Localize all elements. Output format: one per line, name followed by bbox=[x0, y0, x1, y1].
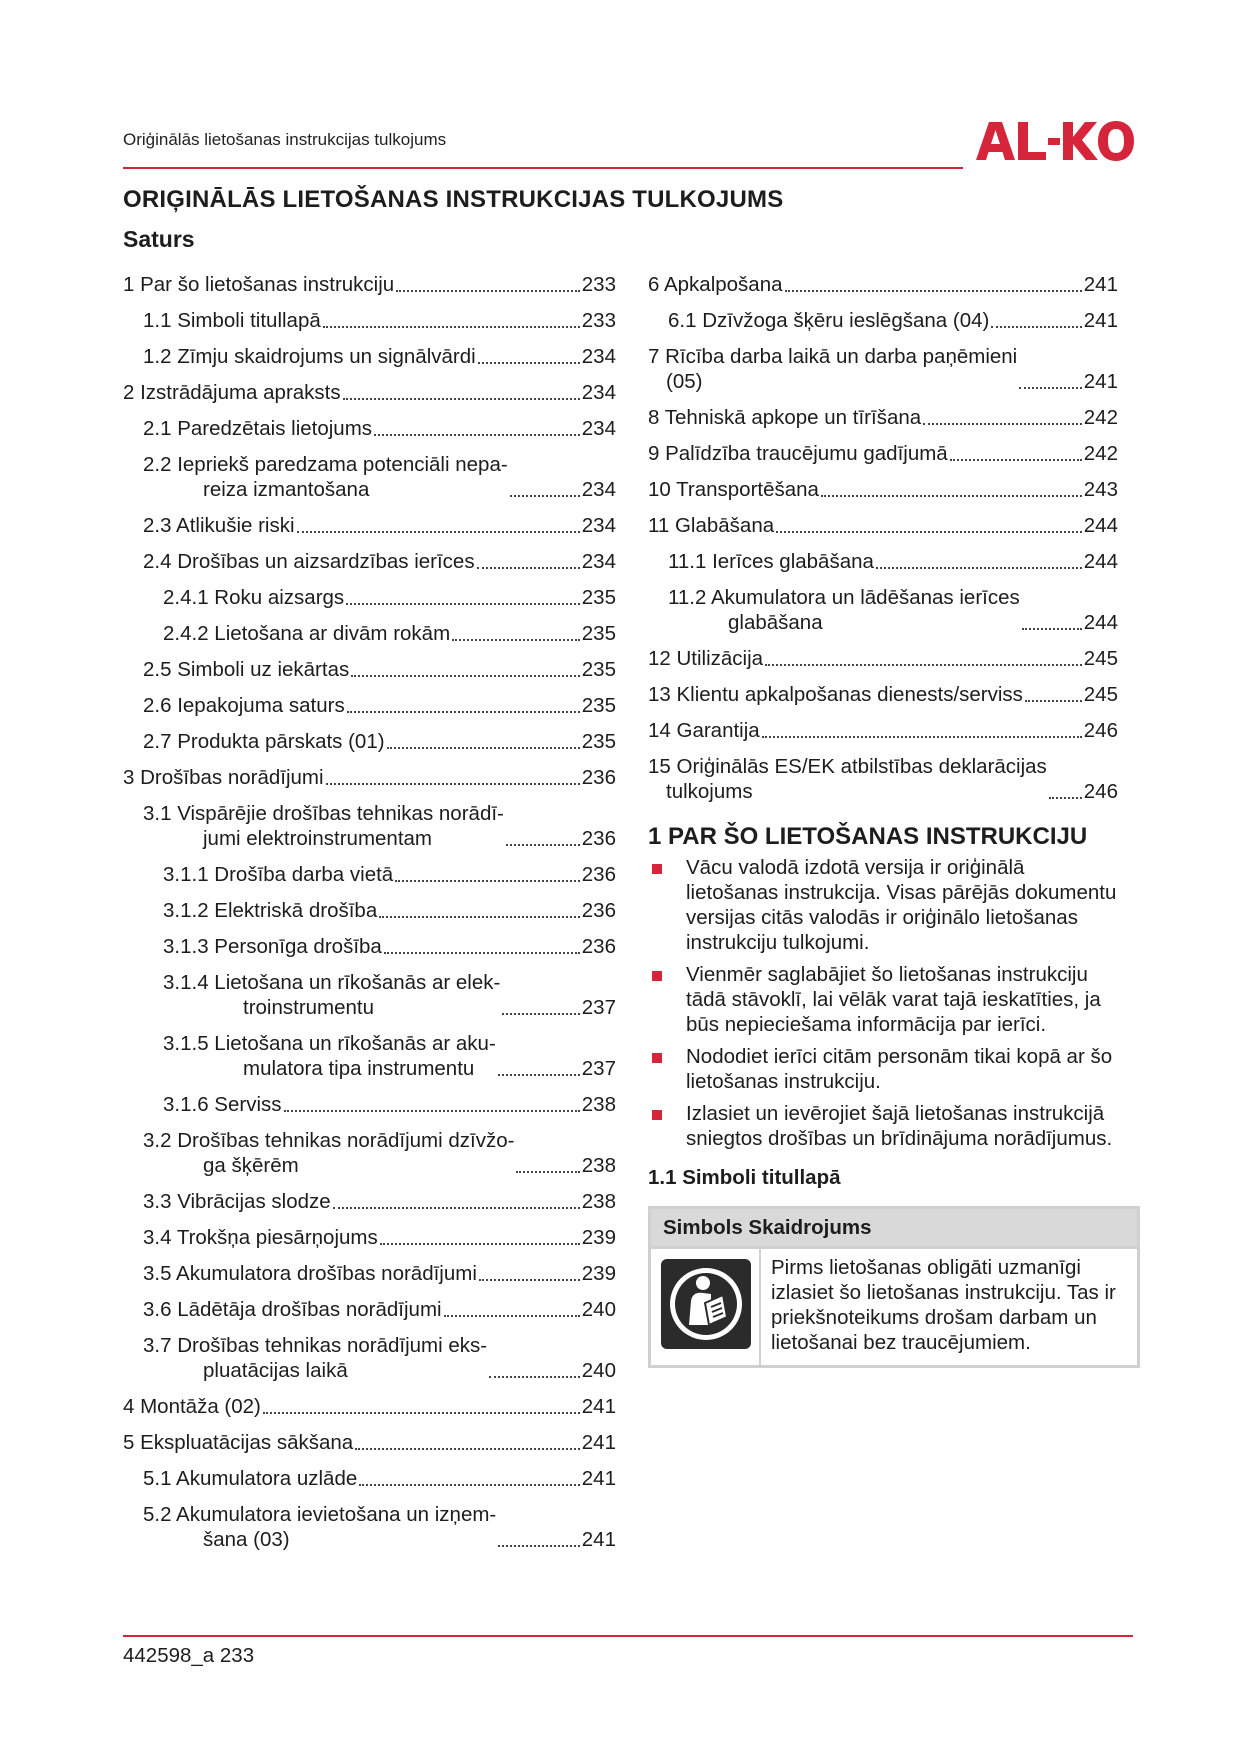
toc-entry-label: 11.2 Akumulatora un lādēšanas ierīces bbox=[668, 586, 1020, 609]
toc-page-number: 236 bbox=[581, 935, 616, 958]
toc-leader-dots bbox=[516, 1171, 579, 1173]
toc-entry-label: glabāšana bbox=[728, 611, 823, 634]
toc-leader-dots bbox=[347, 711, 580, 713]
toc-entry bbox=[123, 657, 616, 682]
toc-entry-label: 6.1 Dzīvžoga šķēru ieslēgšana (04) bbox=[668, 309, 990, 332]
toc-entry bbox=[648, 549, 1118, 574]
toc-page-number: 237 bbox=[581, 1057, 616, 1080]
toc-entry bbox=[648, 344, 1118, 394]
read-manual-icon bbox=[661, 1259, 751, 1349]
bullet-item: Nododiet ierīci citām personām tikai kopā ar šo lietošanas instrukciju. bbox=[648, 1044, 1118, 1094]
toc-entry bbox=[648, 585, 1118, 635]
toc-entry-label: 15 Oriģinālās ES/EK atbilstības deklarācijas bbox=[648, 755, 1047, 778]
toc-entry-label: reiza izmantošana bbox=[203, 478, 370, 501]
toc-page-number: 241 bbox=[581, 1395, 616, 1418]
toc-entry-label: 2 Izstrādājuma apraksts bbox=[123, 381, 341, 404]
toc-page-number: 241 bbox=[581, 1528, 616, 1551]
toc-entry-label: 9 Palīdzība traucējumu gadījumā bbox=[648, 442, 948, 465]
toc-leader-dots bbox=[323, 326, 580, 328]
toc-page-number: 244 bbox=[1083, 611, 1118, 634]
toc-entry-label: 2.4.1 Roku aizsargs bbox=[163, 586, 345, 609]
toc-page-number: 242 bbox=[1083, 406, 1118, 429]
toc-entry-label: 11.1 Ierīces glabāšana bbox=[668, 550, 874, 573]
bullet-square-icon bbox=[652, 1110, 662, 1120]
toc-page-number: 240 bbox=[581, 1298, 616, 1321]
toc-entry bbox=[123, 344, 616, 369]
toc-entry-label: (05) bbox=[666, 370, 703, 393]
toc-page-number: 245 bbox=[1083, 647, 1118, 670]
toc-left-column bbox=[123, 268, 616, 1563]
toc-leader-dots bbox=[355, 1448, 580, 1450]
toc-leader-dots bbox=[297, 531, 580, 533]
toc-entry bbox=[123, 1261, 616, 1286]
toc-leader-dots bbox=[510, 495, 580, 497]
toc-entry bbox=[123, 549, 616, 574]
toc-entry bbox=[123, 693, 616, 718]
toc-entry-label: 10 Transportēšana bbox=[648, 478, 819, 501]
toc-leader-dots bbox=[502, 1013, 579, 1015]
toc-leader-dots bbox=[346, 603, 580, 605]
bullet-item: Izlasiet un ievērojiet šajā lietošanas instrukcijā sniegtos drošības un brīdinājuma norādījumus. bbox=[648, 1101, 1118, 1151]
running-header: Oriģinālās lietošanas instrukcijas tulkojums bbox=[123, 130, 447, 149]
toc-page-number: 241 bbox=[1083, 273, 1118, 296]
toc-page-number: 239 bbox=[581, 1262, 616, 1285]
toc-entry bbox=[123, 1225, 616, 1250]
toc-leader-dots bbox=[489, 1376, 580, 1378]
symbols-table-row bbox=[651, 1246, 1137, 1365]
alko-logo bbox=[974, 118, 1134, 164]
toc-entry-label: 3.1 Vispārējie drošības tehnikas norādī- bbox=[143, 802, 504, 825]
bullet-item: Vācu valodā izdotā versija ir oriģinālā lietošanas instrukcija. Visas pārējās dokumentu versijas citās valodās ir oriģinālo lietošanas instrukciju tulkojumi. bbox=[648, 855, 1118, 955]
toc-entry bbox=[123, 898, 616, 923]
toc-leader-dots bbox=[396, 290, 580, 292]
toc-entry bbox=[123, 1297, 616, 1322]
toc-page-number: 234 bbox=[581, 514, 616, 537]
toc-entry bbox=[123, 1466, 616, 1491]
toc-entry-label: 3.1.4 Lietošana un rīkošanās ar elek- bbox=[163, 971, 501, 994]
toc-leader-dots bbox=[785, 290, 1082, 292]
toc-entry bbox=[648, 754, 1118, 804]
toc-leader-dots bbox=[333, 1207, 580, 1209]
symbols-table bbox=[648, 1206, 1140, 1368]
toc-page-number: 241 bbox=[1083, 370, 1118, 393]
toc-leader-dots bbox=[762, 736, 1082, 738]
toc-leader-dots bbox=[380, 1243, 580, 1245]
toc-entry-label: 3.2 Drošības tehnikas norādījumi dzīvžo- bbox=[143, 1129, 515, 1152]
toc-leader-dots bbox=[444, 1315, 580, 1317]
toc-entry bbox=[123, 1394, 616, 1419]
toc-entry-label: 3.7 Drošības tehnikas norādījumi eks- bbox=[143, 1334, 488, 1357]
toc-entry bbox=[123, 970, 616, 1020]
footer-rule bbox=[123, 1635, 1133, 1637]
toc-entry-label: 1 Par šo lietošanas instrukciju bbox=[123, 273, 395, 296]
toc-leader-dots bbox=[263, 1412, 580, 1414]
bullet-item: Vienmēr saglabājiet šo lietošanas instrukciju tādā stāvoklī, lai vēlāk varat tajā ieskatīties, ja būs nepieciešama informācija par ierīci. bbox=[648, 962, 1118, 1037]
toc-entry-label: 6 Apkalpošana bbox=[648, 273, 783, 296]
toc-leader-dots bbox=[478, 362, 580, 364]
toc-leader-dots bbox=[876, 567, 1082, 569]
symbol-description: Pirms lietošanas obligāti uzmanīgi izlasiet šo lietošanas instrukciju. Tas ir priekšnoteikums drošam darbam un lietošanai bez traucējumiem. bbox=[771, 1256, 1116, 1354]
toc-entry bbox=[123, 308, 616, 333]
toc-page-number: 234 bbox=[581, 417, 616, 440]
toc-leader-dots bbox=[776, 531, 1082, 533]
toc-entry bbox=[648, 441, 1118, 466]
toc-entry bbox=[648, 513, 1118, 538]
toc-page-number: 234 bbox=[581, 478, 616, 501]
toc-entry bbox=[123, 729, 616, 754]
toc-entry bbox=[123, 416, 616, 441]
toc-entry bbox=[123, 621, 616, 646]
toc-entry-label: 14 Garantija bbox=[648, 719, 760, 742]
section-1-heading: 1 PAR ŠO LIETOŠANAS INSTRUKCIJU bbox=[648, 823, 1088, 850]
toc-entry bbox=[123, 934, 616, 959]
toc-leader-dots bbox=[950, 459, 1082, 461]
toc-entry-label: ga šķērēm bbox=[203, 1154, 299, 1177]
toc-leader-dots bbox=[1025, 700, 1082, 702]
toc-entry-label: 3 Drošības norādījumi bbox=[123, 766, 324, 789]
toc-leader-dots bbox=[821, 495, 1082, 497]
toc-entry-label: pluatācijas laikā bbox=[203, 1359, 348, 1382]
toc-page-number: 235 bbox=[581, 730, 616, 753]
toc-entry-label: 2.7 Produkta pārskats (01) bbox=[143, 730, 385, 753]
toc-leader-dots bbox=[395, 880, 580, 882]
toc-entry-label: 2.6 Iepakojuma saturs bbox=[143, 694, 345, 717]
toc-page-number: 235 bbox=[581, 622, 616, 645]
toc-leader-dots bbox=[506, 844, 580, 846]
bullet-square-icon bbox=[652, 971, 662, 981]
toc-leader-dots bbox=[765, 664, 1082, 666]
toc-leader-dots bbox=[1049, 797, 1082, 799]
toc-entry-label: jumi elektroinstrumentam bbox=[203, 827, 432, 850]
toc-entry-label: 2.1 Paredzētais lietojums bbox=[143, 417, 373, 440]
toc-page-number: 236 bbox=[581, 827, 616, 850]
toc-page-number: 245 bbox=[1083, 683, 1118, 706]
toc-page-number: 239 bbox=[581, 1226, 616, 1249]
toc-page-number: 233 bbox=[581, 273, 616, 296]
toc-right-column bbox=[648, 272, 1118, 804]
toc-entry bbox=[648, 682, 1118, 707]
toc-page-number: 234 bbox=[581, 345, 616, 368]
toc-page-number: 233 bbox=[581, 309, 616, 332]
toc-entry-label: 3.4 Trokšņa piesārņojums bbox=[143, 1226, 378, 1249]
toc-leader-dots bbox=[379, 916, 580, 918]
toc-entry bbox=[123, 380, 616, 405]
toc-entry-label: 3.1.6 Serviss bbox=[163, 1093, 282, 1116]
toc-entry-label: 3.1.3 Personīga drošība bbox=[163, 935, 382, 958]
toc-page-number: 234 bbox=[581, 381, 616, 404]
toc-leader-dots bbox=[343, 398, 580, 400]
toc-page-number: 236 bbox=[581, 863, 616, 886]
toc-entry-label: 5.2 Akumulatora ievietošana un izņem- bbox=[143, 1503, 497, 1526]
bullet-square-icon bbox=[652, 864, 662, 874]
toc-page-number: 240 bbox=[581, 1359, 616, 1382]
toc-leader-dots bbox=[477, 567, 580, 569]
toc-entry bbox=[648, 405, 1118, 430]
toc-entry bbox=[123, 1430, 616, 1455]
toc-page-number: 234 bbox=[581, 550, 616, 573]
toc-entry bbox=[123, 1333, 616, 1383]
toc-page-number: 243 bbox=[1083, 478, 1118, 501]
toc-entry-label: 1.2 Zīmju skaidrojums un signālvārdi bbox=[143, 345, 476, 368]
toc-entry bbox=[123, 862, 616, 887]
toc-entry-label: 3.1.1 Drošība darba vietā bbox=[163, 863, 394, 886]
toc-leader-dots bbox=[374, 434, 580, 436]
toc-entry bbox=[648, 718, 1118, 743]
toc-entry-label: 13 Klientu apkalpošanas dienests/serviss bbox=[648, 683, 1023, 706]
toc-leader-dots bbox=[498, 1074, 580, 1076]
toc-entry bbox=[123, 1189, 616, 1214]
toc-entry-label: mulatora tipa instrumentu bbox=[243, 1057, 475, 1080]
toc-entry bbox=[123, 1502, 616, 1552]
toc-entry-label: 3.1.5 Lietošana un rīkošanās ar aku- bbox=[163, 1032, 496, 1055]
toc-entry bbox=[123, 801, 616, 851]
toc-entry bbox=[123, 272, 616, 297]
toc-entry-label: 2.5 Simboli uz iekārtas bbox=[143, 658, 350, 681]
toc-page-number: 241 bbox=[581, 1431, 616, 1454]
toc-page-number: 246 bbox=[1083, 719, 1118, 742]
toc-page-number: 235 bbox=[581, 658, 616, 681]
toc-page-number: 236 bbox=[581, 766, 616, 789]
toc-page-number: 235 bbox=[581, 694, 616, 717]
toc-page-number: 238 bbox=[581, 1190, 616, 1213]
toc-entry-label: 3.6 Lādētāja drošības norādījumi bbox=[143, 1298, 442, 1321]
toc-entry bbox=[648, 272, 1118, 297]
toc-entry-label: 5 Ekspluatācijas sākšana bbox=[123, 1431, 354, 1454]
toc-leader-dots bbox=[1019, 387, 1082, 389]
toc-page-number: 244 bbox=[1083, 514, 1118, 537]
toc-page-number: 246 bbox=[1083, 780, 1118, 803]
toc-entry bbox=[123, 1031, 616, 1081]
toc-page-number: 244 bbox=[1083, 550, 1118, 573]
section-1-bullets bbox=[648, 855, 1118, 1151]
toc-leader-dots bbox=[359, 1484, 580, 1486]
toc-page-number: 238 bbox=[581, 1154, 616, 1177]
toc-entry bbox=[123, 1128, 616, 1178]
right-column bbox=[648, 268, 1118, 1368]
toc-leader-dots bbox=[923, 423, 1082, 425]
toc-entry-label: 2.2 Iepriekš paredzama potenciāli nepa- bbox=[143, 453, 508, 476]
header-rule bbox=[123, 167, 963, 169]
toc-leader-dots bbox=[326, 783, 580, 785]
toc-leader-dots bbox=[991, 326, 1081, 328]
toc-entry-label: 4 Montāža (02) bbox=[123, 1395, 261, 1418]
toc-entry-label: 11 Glabāšana bbox=[648, 514, 775, 537]
toc-leader-dots bbox=[479, 1279, 580, 1281]
toc-entry-label: 2.4 Drošības un aizsardzības ierīces bbox=[143, 550, 475, 573]
toc-leader-dots bbox=[351, 675, 580, 677]
toc-entry bbox=[123, 585, 616, 610]
toc-page-number: 241 bbox=[1083, 309, 1118, 332]
toc-page-number: 241 bbox=[581, 1467, 616, 1490]
toc-leader-dots bbox=[498, 1545, 580, 1547]
toc-entry bbox=[648, 477, 1118, 502]
toc-entry bbox=[648, 646, 1118, 671]
toc-entry-label: šana (03) bbox=[203, 1528, 290, 1551]
toc-heading: Saturs bbox=[123, 226, 195, 252]
toc-entry-label: 3.3 Vibrācijas slodze bbox=[143, 1190, 331, 1213]
toc-entry-label: 5.1 Akumulatora uzlāde bbox=[143, 1467, 358, 1490]
toc-leader-dots bbox=[384, 952, 580, 954]
toc-entry bbox=[123, 452, 616, 502]
bullet-square-icon bbox=[652, 1053, 662, 1063]
toc-page-number: 236 bbox=[581, 899, 616, 922]
toc-leader-dots bbox=[387, 747, 580, 749]
toc-page-number: 235 bbox=[581, 586, 616, 609]
toc-entry-label: 7 Rīcība darba laikā un darba paņēmieni bbox=[648, 345, 1018, 368]
toc-leader-dots bbox=[284, 1110, 580, 1112]
toc-leader-dots bbox=[452, 639, 580, 641]
section-1-1-heading: 1.1 Simboli titullapā bbox=[648, 1166, 841, 1189]
toc-entry bbox=[648, 308, 1118, 333]
symbols-table-header: Simbols Skaidrojums bbox=[651, 1209, 1137, 1246]
toc-entry-label: 12 Utilizācija bbox=[648, 647, 764, 670]
toc-page-number: 237 bbox=[581, 996, 616, 1019]
toc-entry-label: troinstrumentu bbox=[243, 996, 375, 1019]
page-footer: 442598_a 233 bbox=[123, 1644, 255, 1667]
toc-entry-label: 8 Tehniskā apkope un tīrīšana bbox=[648, 406, 922, 429]
toc-entry-label: 1.1 Simboli titullapā bbox=[143, 309, 321, 332]
toc-entry bbox=[123, 765, 616, 790]
toc-entry-label: 2.4.2 Lietošana ar divām rokām bbox=[163, 622, 451, 645]
toc-entry-label: 3.5 Akumulatora drošības norādījumi bbox=[143, 1262, 477, 1285]
toc-entry-label: 2.3 Atlikušie riski bbox=[143, 514, 295, 537]
toc-entry-label: 3.1.2 Elektriskā drošība bbox=[163, 899, 378, 922]
document-title: ORIĢINĀLĀS LIETOŠANAS INSTRUKCIJAS TULKOJUMS bbox=[123, 186, 784, 213]
toc-entry bbox=[123, 1092, 616, 1117]
toc-page-number: 242 bbox=[1083, 442, 1118, 465]
toc-leader-dots bbox=[1022, 628, 1082, 630]
toc-entry bbox=[123, 513, 616, 538]
toc-page-number: 238 bbox=[581, 1093, 616, 1116]
toc-entry-label: tulkojums bbox=[666, 780, 753, 803]
